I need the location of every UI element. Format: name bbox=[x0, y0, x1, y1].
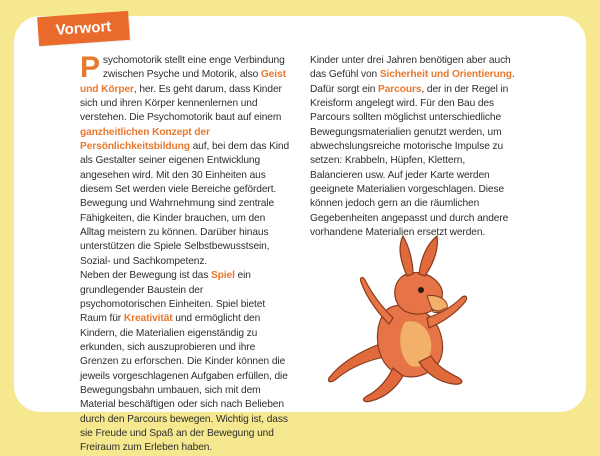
text-run: und ermöglicht den Kindern, die Materialien eigenständig zu erkunden, sich auszuprobieren und ihre Grenzen zu erforschen. Die Kinder können die jeweils vorgeschlagenen Aufgaben erfüllen, die Bewegungsbahn umbauen, sich mit dem Material beschäftigen oder sich nach Belieben durch den Parcours bewegen. Wichtig ist, dass sie Freude und Spaß an der Bewegung und Freiraum zum Erleben haben. bbox=[80, 313, 288, 454]
text-run: ein grundlegender Baustein der psychomotorischen Einheiten. Spiel bietet Raum für bbox=[80, 270, 266, 325]
drop-cap: P bbox=[80, 51, 100, 84]
intro-paragraph bbox=[80, 51, 290, 269]
text-run: , der in der Regel in Kreisform angelegt wird. Für den Bau des Parcours sollten möglichst unterschiedliche Bewegungsmaterialien genutzt werden, um abwechslungsreiche motorische Impulse zu setzen: Krabbeln, Hüpfen, Klettern, Balancieren usw. Auf jeder Karte werden geeignete Materialien vorgeschlagen. Diese können jedoch gern an die räumlichen Gegebenheiten angepasst und durch andere vorhandene Materialien ersetzt werden. bbox=[310, 83, 509, 239]
kangaroo-illustration bbox=[323, 222, 488, 407]
text-run: sychomotorik stellt eine enge Verbindung zwischen Psyche und Motorik, also bbox=[102, 55, 285, 81]
text-run: auf, bei dem das Kind als Gestalter seiner eigenen Entwicklung angesehen wird. Mit den 30 Einheiten aus diesem Set werden viele Bereiche gefördert. Bewegung und Wahrnehmung sind zentrale Fähigkeiten, die Kinder brauchen, um den Alltag meistern zu können. Darüber hinaus unterstützen die Spiele Selbstbewusstsein, Sozial- und Sachkompetenz. bbox=[80, 141, 290, 267]
highlight-text: Kreativität bbox=[123, 313, 173, 325]
highlight-text: Parcours bbox=[378, 83, 422, 95]
text-run: , her. Es geht darum, dass Kinder sich und ihren Körper kennenlernen und verstehen. Die Psychomotorik baut auf einem bbox=[80, 83, 282, 124]
highlight-text: Geist und Körper bbox=[80, 69, 286, 95]
play-paragraph bbox=[80, 269, 290, 455]
highlight-text: Spiel bbox=[210, 270, 235, 282]
text-run: Kinder unter drei Jahren benötigen aber auch das Gefühl von bbox=[310, 55, 511, 81]
text-run: . Dafür sorgt ein bbox=[310, 69, 515, 95]
highlight-text: Sicherheit und Orientierung bbox=[379, 69, 512, 81]
text-run: Neben der Bewegung ist das bbox=[80, 270, 211, 282]
parcours-paragraph bbox=[310, 54, 518, 240]
highlight-text: ganzheitlichen Konzept der Persönlichkeitsbildung bbox=[80, 126, 210, 153]
section-badge: Vorwort bbox=[37, 11, 130, 46]
right-column bbox=[310, 54, 518, 240]
left-column bbox=[80, 51, 290, 456]
